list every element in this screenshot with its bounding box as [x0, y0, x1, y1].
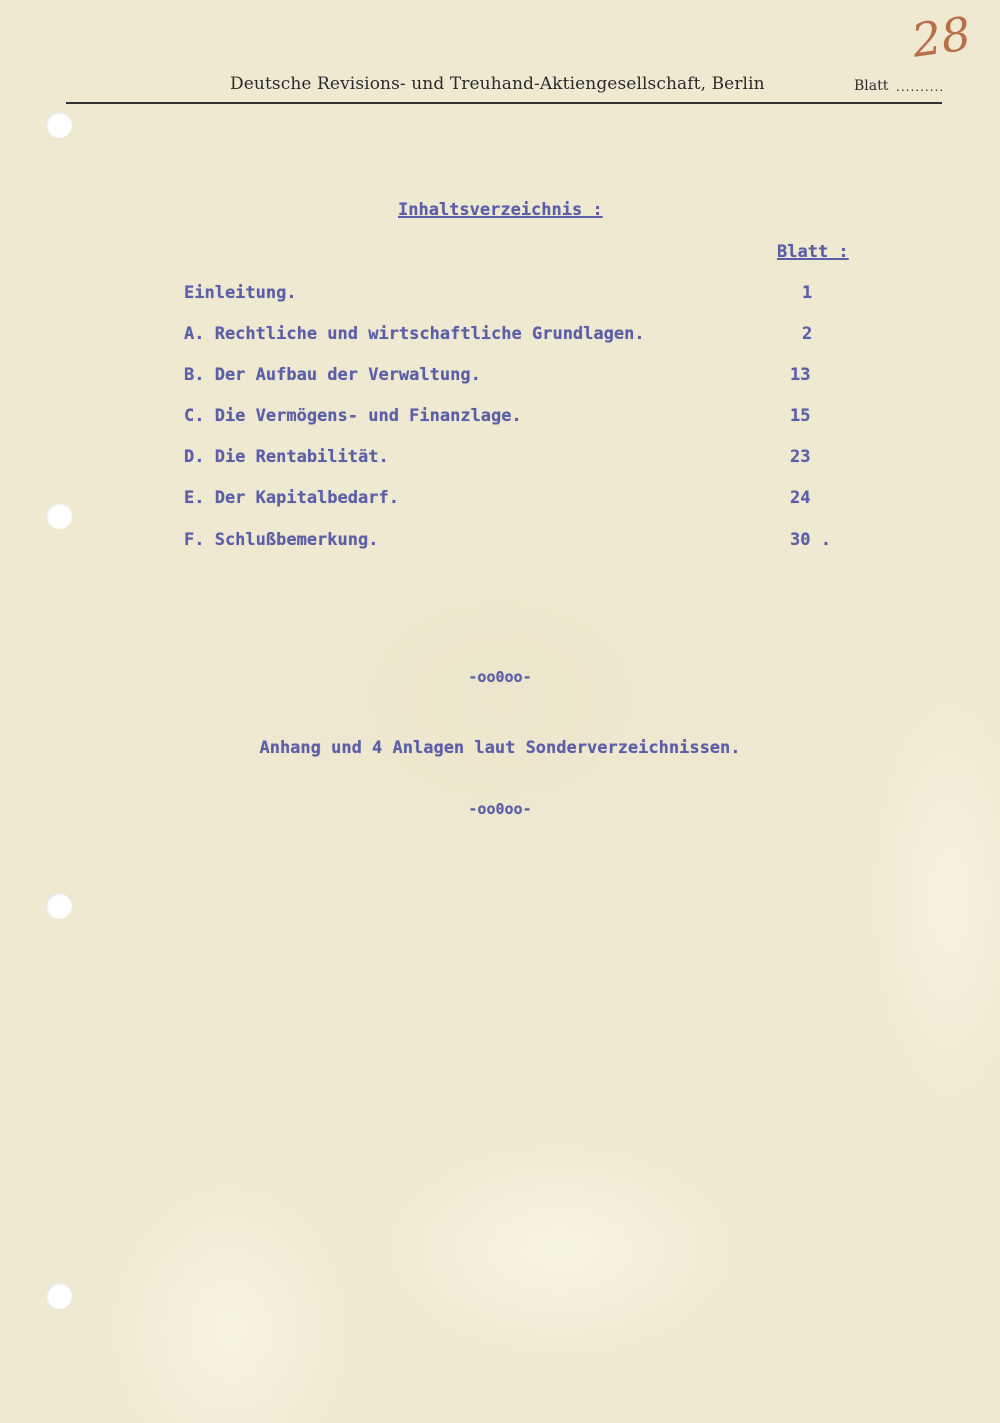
toc-entry-page: 24 — [790, 488, 811, 508]
toc-entry — [184, 488, 864, 512]
toc-entry — [184, 447, 864, 471]
toc-page-column-header: Blatt : — [777, 242, 849, 262]
toc-entry — [184, 530, 864, 554]
blatt-dots: .......... — [896, 80, 945, 94]
punch-hole — [46, 112, 72, 138]
toc-entry-page: 13 — [790, 365, 811, 385]
toc-entry-label: Einleitung. — [184, 283, 297, 303]
toc-entry-page: 1 — [802, 283, 813, 303]
toc-entry-label: F. Schlußbemerkung. — [184, 530, 379, 550]
handwritten-page-number: 28 — [908, 6, 975, 68]
toc-entry-label: B. Der Aufbau der Verwaltung. — [184, 365, 481, 385]
toc-entry — [184, 283, 864, 307]
company-name: Deutsche Revisions- und Treuhand-Aktiengesellschaft, Berlin — [230, 74, 765, 94]
toc-entry-label: A. Rechtliche und wirtschaftliche Grundlagen. — [184, 324, 645, 344]
blatt-label: Blatt — [854, 78, 889, 94]
toc-title: Inhaltsverzeichnis : — [398, 200, 603, 220]
letterhead — [66, 68, 945, 104]
appendix-note: Anhang und 4 Anlagen laut Sonderverzeichnissen. — [259, 738, 741, 758]
separator: -oo0oo- — [468, 668, 532, 686]
toc-entry — [184, 365, 864, 389]
toc-entry-label: E. Der Kapitalbedarf. — [184, 488, 399, 508]
toc-entry-label: C. Die Vermögens- und Finanzlage. — [184, 406, 522, 426]
toc-entry — [184, 324, 864, 348]
toc-entry-label: D. Die Rentabilität. — [184, 447, 389, 467]
toc-entry — [184, 406, 864, 430]
toc-entry-page: 2 — [802, 324, 813, 344]
punch-hole — [46, 1283, 72, 1309]
punch-hole — [46, 503, 72, 529]
separator: -oo0oo- — [468, 800, 532, 818]
toc-entry-page: 30 . — [790, 530, 831, 550]
punch-hole — [46, 893, 72, 919]
toc-entry-page: 15 — [790, 406, 811, 426]
toc-entry-page: 23 — [790, 447, 811, 467]
